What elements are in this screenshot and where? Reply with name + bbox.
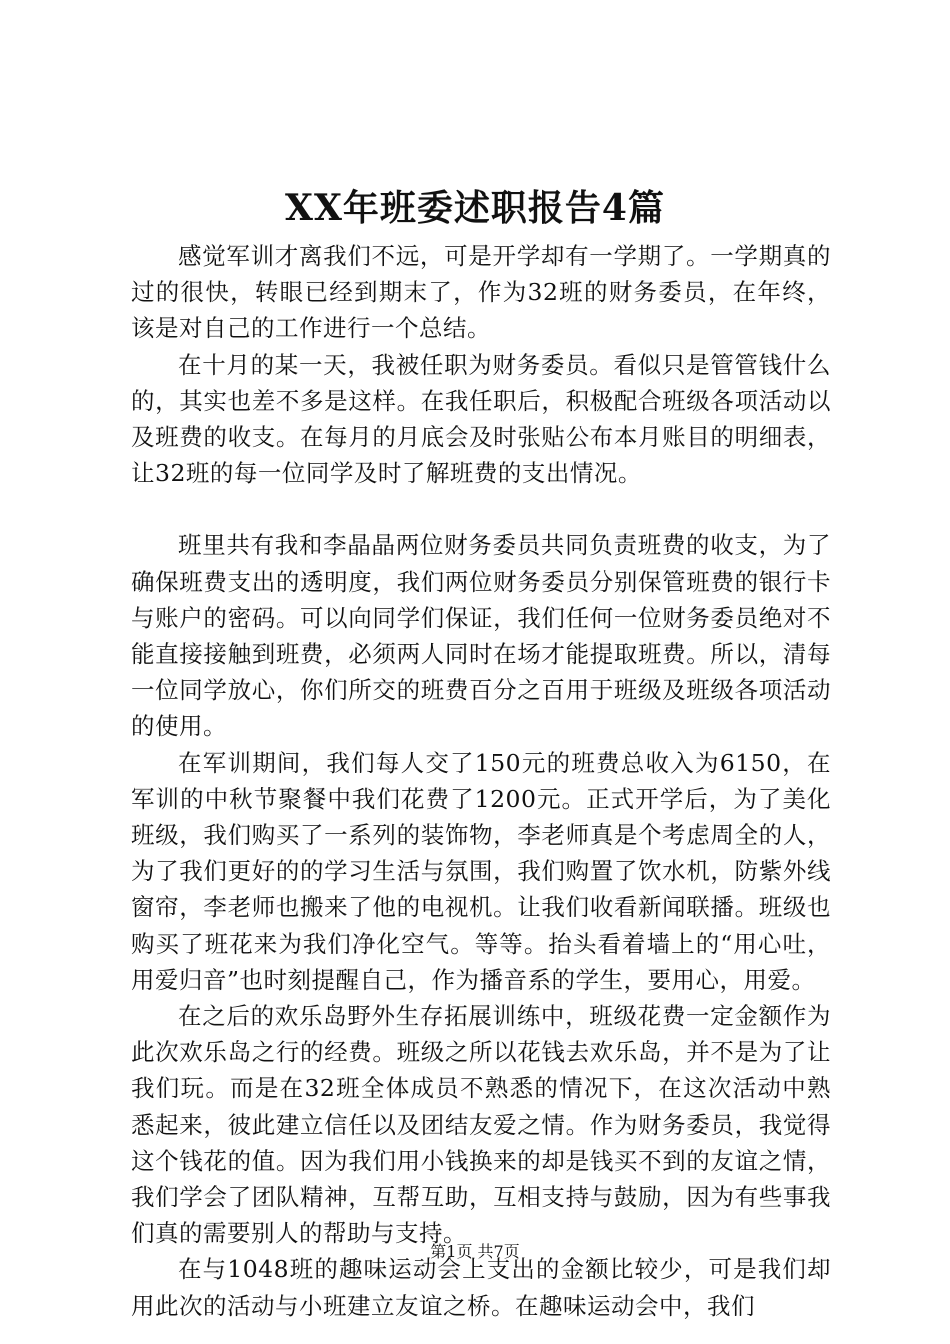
paragraph-sports-meet: 在与1048班的趣味运动会上支出的金额比较少，可是我们却用此次的活动与小班建立友谊之桥。在趣味运动会中，我们 — [131, 1255, 831, 1320]
document-body — [131, 238, 831, 1324]
paragraph-intro: 感觉军训才离我们不远，可是开学却有一学期了。一学期真的过的很快，转眼已经到期末了，作为32班的财务委员，在年终，该是对自己的工作进行一个总结。 — [131, 242, 831, 343]
paragraph-transparency: 班里共有我和李晶晶两位财务委员共同负责班费的收支，为了确保班费支出的透明度，我们两位财务委员分别保管班费的银行卡与账户的密码。可以向同学们保证，我们任何一位财务委员绝对不能直接接触到班费，必须两人同时在场才能提取班费。所以，清每一位同学放心，你们所交的班费百分之百用于班级及班级各项活动的使用。 — [131, 531, 831, 741]
paragraph-happy-island: 在之后的欢乐岛野外生存拓展训练中，班级花费一定金额作为此次欢乐岛之行的经费。班级之所以花钱去欢乐岛，并不是为了让我们玩。而是在32班全体成员不熟悉的情况下，在这次活动中熟悉起来，彼此建立信任以及团结友爱之情。作为财务委员，我觉得这个钱花的值。因为我们用小钱换来的却是钱买不到的友谊之情，我们学会了团队精神，互帮互助，互相支持与鼓励，因为有些事我们真的需要别人的帮助与支持。 — [131, 1002, 831, 1248]
document-title: XX年班委述职报告4篇 — [285, 187, 665, 229]
page-footer: 第1页 共7页 — [430, 1242, 520, 1261]
paragraph-military-training: 在军训期间，我们每人交了150元的班费总收入为6150，在军训的中秋节聚餐中我们花费了1200元。正式开学后，为了美化班级，我们购买了一系列的装饰物，李老师真是个考虑周全的人，为了我们更好的的学习生活与氛围，我们购置了饮水机，防紫外线窗帘，李老师也搬来了他的电视机。让我们收看新闻联播。班级也购买了班花来为我们净化空气。等等。抬头看着墙上的“用心吐，用爱归音”也时刻提醒自己，作为播音系的学生，要用心，用爱。 — [131, 748, 831, 994]
paragraph-appointment: 在十月的某一天，我被任职为财务委员。看似只是管管钱什么的，其实也差不多是这样。在我任职后，积极配合班级各项活动以及班费的收支。在每月的月底会及时张贴公布本月账目的明细表，让32班的每一位同学及时了解班费的支出情况。 — [131, 350, 831, 488]
